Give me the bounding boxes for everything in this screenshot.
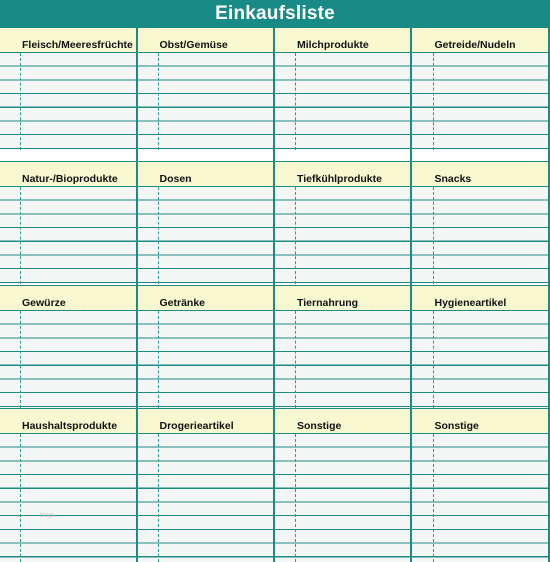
category-label: Gewürze — [22, 297, 66, 309]
category-column — [275, 408, 413, 562]
entry-lines[interactable] — [138, 434, 276, 562]
category-header — [138, 161, 276, 187]
category-label: Hygieneartikel — [434, 297, 507, 309]
entry-lines[interactable] — [275, 187, 413, 284]
checkbox-divider — [158, 53, 159, 150]
entry-lines[interactable] — [275, 434, 413, 562]
checkbox-divider — [20, 187, 21, 284]
checkbox-divider — [433, 434, 434, 562]
category-header — [0, 27, 138, 53]
category-header — [275, 161, 413, 187]
page-title: Einkaufsliste — [0, 0, 550, 27]
entry-lines[interactable] — [138, 311, 276, 408]
section-row — [0, 285, 550, 408]
category-header — [275, 408, 413, 434]
column-divider — [273, 27, 275, 562]
checkbox-divider — [295, 53, 296, 150]
category-label: Natur-/Bioprodukte — [22, 173, 118, 185]
entry-lines[interactable] — [0, 434, 138, 562]
category-label: Getreide/Nudeln — [434, 39, 516, 51]
watermark-text: blogs — [40, 513, 55, 519]
entry-lines[interactable] — [413, 187, 550, 284]
section-row — [0, 161, 550, 284]
category-label: Sonstige — [434, 420, 479, 432]
category-label: Snacks — [434, 173, 472, 185]
checkbox-divider — [158, 311, 159, 408]
category-label: Tiefkühlprodukte — [297, 173, 382, 185]
entry-lines[interactable] — [413, 311, 550, 408]
category-label: Getränke — [159, 297, 206, 309]
category-column — [413, 408, 550, 562]
column-divider — [136, 27, 138, 562]
checkbox-divider — [433, 311, 434, 408]
category-label: Milchprodukte — [297, 39, 369, 51]
category-label: Dosen — [159, 173, 192, 185]
entry-lines[interactable] — [275, 53, 413, 150]
checkbox-divider — [433, 53, 434, 150]
checkbox-divider — [20, 434, 21, 562]
section-row — [0, 408, 550, 562]
category-column — [275, 285, 413, 408]
entry-lines[interactable] — [0, 187, 138, 284]
entry-lines[interactable] — [275, 311, 413, 408]
category-column — [138, 161, 276, 284]
checkbox-divider — [295, 311, 296, 408]
category-header — [275, 285, 413, 311]
category-label: Obst/Gemüse — [159, 39, 228, 51]
category-column — [413, 285, 550, 408]
category-column — [413, 161, 550, 284]
category-label: Fleisch/Meeresfrüchte — [22, 39, 133, 51]
category-label: Sonstige — [297, 420, 342, 432]
section-row — [0, 27, 550, 150]
category-column — [138, 27, 276, 150]
category-column — [275, 27, 413, 150]
category-column — [0, 285, 138, 408]
category-header — [0, 285, 138, 311]
category-header — [138, 27, 276, 53]
category-header — [413, 408, 550, 434]
shopping-list-grid — [0, 27, 550, 562]
category-column — [0, 161, 138, 284]
entry-lines[interactable] — [138, 53, 276, 150]
category-label: Haushaltsprodukte — [22, 420, 118, 432]
category-column — [413, 27, 550, 150]
category-column — [0, 27, 138, 150]
category-header — [138, 408, 276, 434]
category-header — [138, 285, 276, 311]
entry-lines[interactable] — [0, 311, 138, 408]
category-header — [413, 285, 550, 311]
entry-lines[interactable] — [0, 53, 138, 150]
checkbox-divider — [20, 53, 21, 150]
category-label: Drogerieartikel — [159, 420, 234, 432]
checkbox-divider — [20, 311, 21, 408]
checkbox-divider — [295, 434, 296, 562]
category-column — [138, 408, 276, 562]
category-header — [0, 408, 138, 434]
category-header — [413, 27, 550, 53]
entry-lines[interactable] — [138, 187, 276, 284]
category-label: Tiernahrung — [297, 297, 359, 309]
category-column — [138, 285, 276, 408]
checkbox-divider — [158, 434, 159, 562]
entry-lines[interactable] — [413, 434, 550, 562]
category-header — [275, 27, 413, 53]
category-header — [413, 161, 550, 187]
category-header — [0, 161, 138, 187]
checkbox-divider — [295, 187, 296, 284]
checkbox-divider — [433, 187, 434, 284]
entry-lines[interactable] — [413, 53, 550, 150]
category-column — [275, 161, 413, 284]
category-column — [0, 408, 138, 562]
checkbox-divider — [158, 187, 159, 284]
column-divider — [410, 27, 412, 562]
